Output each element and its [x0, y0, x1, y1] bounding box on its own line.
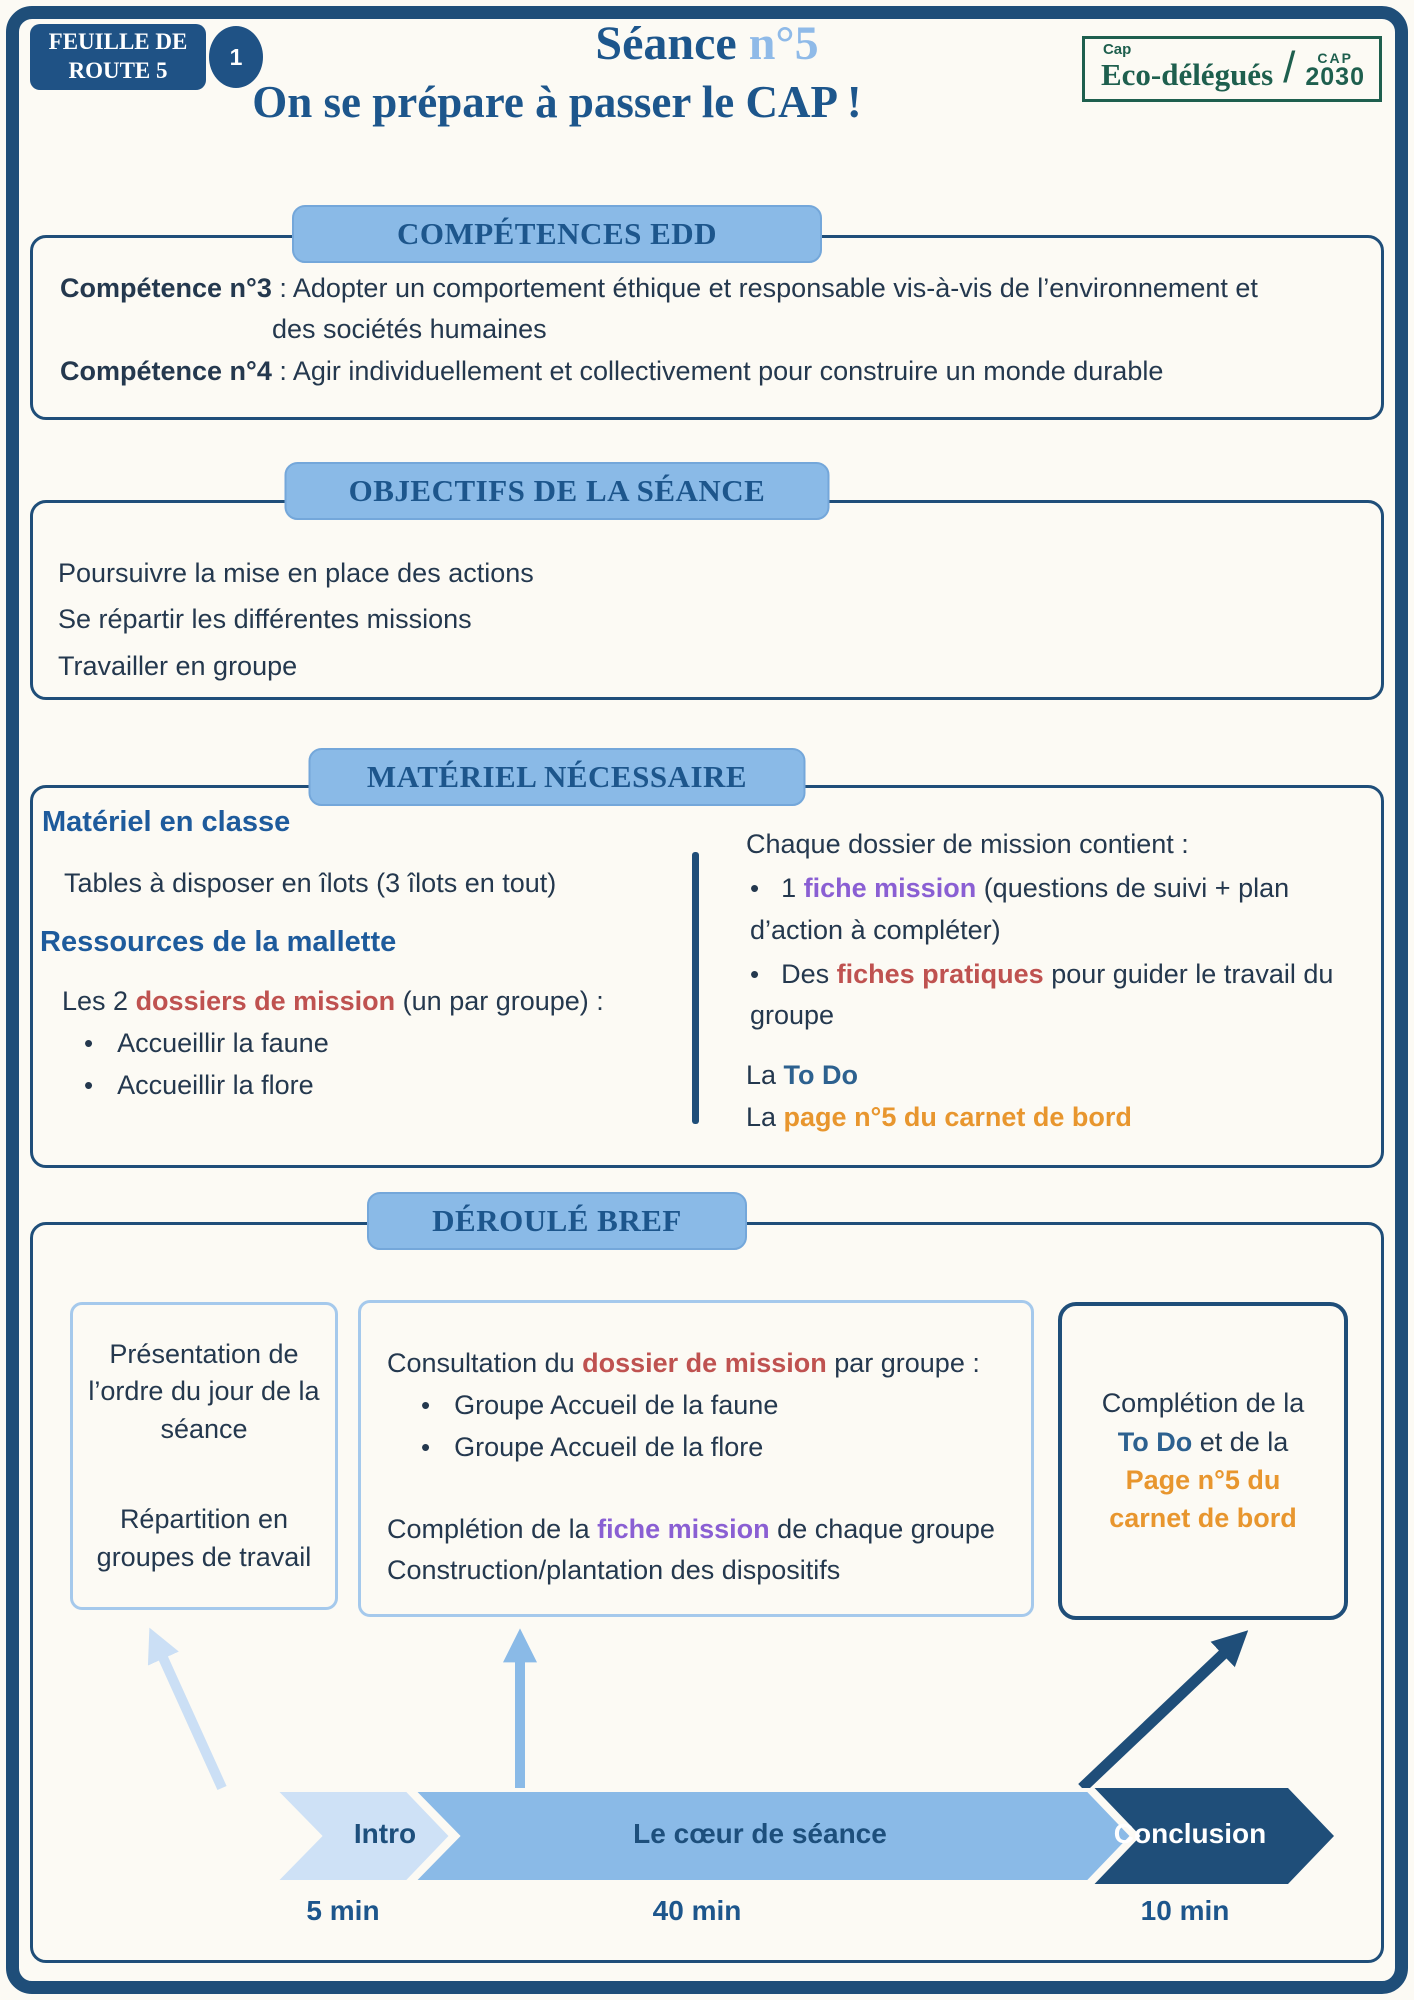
page5-highlight: page n°5 du carnet de bord — [783, 1102, 1132, 1133]
timeline-label-conclusion: Conclusion — [1113, 1818, 1267, 1849]
timeline-label-intro: Intro — [353, 1818, 417, 1849]
arrow-conclusion-to-card — [1082, 1640, 1238, 1788]
spacer — [746, 1037, 1362, 1055]
core-bullet-faune: • Groupe Accueil de la faune — [421, 1385, 1031, 1427]
step-number-circle — [209, 26, 263, 88]
page-title-text: Séance — [595, 17, 737, 70]
competence-4-label: Compétence n°4 — [60, 356, 272, 386]
core-bullet-flore: • Groupe Accueil de la flore — [421, 1427, 1031, 1469]
completion-after: de chaque groupe — [769, 1513, 995, 1544]
step-number: 1 — [229, 43, 243, 70]
page-subtitle: On se prépare à passer le CAP ! — [252, 77, 862, 127]
conclusion-todo-highlight: To Do — [1117, 1426, 1193, 1457]
page5-before: La — [746, 1102, 784, 1133]
logo-cap2030 — [1305, 51, 1365, 90]
materiel-item-tables: Tables à disposer en îlots (3 îlots en tout) — [64, 868, 557, 898]
section-header-objectifs: OBJECTIFS DE LA SÉANCE — [285, 462, 830, 520]
list-item-fiche-mission — [746, 868, 1346, 952]
card-intro-phase — [70, 1302, 338, 1610]
card-core-phase — [358, 1300, 1034, 1617]
fiches-pratiques-before: Des — [781, 958, 837, 989]
materiel-item-dossiers — [62, 986, 604, 1017]
materiel-bullet-faune: • Accueillir la faune — [84, 1028, 329, 1059]
duration-conclusion: 10 min — [1140, 1895, 1230, 1926]
section-header-competences: COMPÉTENCES EDD — [292, 205, 822, 263]
core-line-consultation — [387, 1343, 1031, 1385]
materiel-column-divider — [692, 852, 699, 1124]
competence-3-label: Compétence n°3 — [60, 273, 272, 303]
competence-3-wrap: des sociétés humaines — [272, 313, 547, 344]
competences-content — [60, 268, 1370, 392]
competence-3-text: : Adopter un comportement éthique et responsable vis-à-vis de l’environnement et — [271, 273, 1258, 303]
consultation-after: par groupe : — [826, 1348, 980, 1378]
materiel-right-column — [746, 824, 1362, 1139]
roadmap-badge — [30, 24, 206, 90]
spacer — [387, 1469, 1031, 1509]
fiche-mission-before: 1 — [781, 872, 804, 903]
conclusion-line4: carnet de bord — [1109, 1503, 1297, 1534]
logo-cap-small: Cap — [1102, 41, 1132, 58]
duration-intro: 5 min — [306, 1895, 380, 1926]
badge-line2: ROUTE 5 — [68, 58, 168, 83]
conclusion-line2-after: et de la — [1192, 1426, 1289, 1457]
core-line-construction: Construction/plantation des dispositifs — [387, 1555, 841, 1586]
core-bullets — [421, 1385, 1031, 1469]
logo-cap2030-top: CAP — [1317, 49, 1353, 66]
todo-before: La — [746, 1060, 784, 1091]
conclusion-line2 — [1118, 1423, 1289, 1461]
duration-coeur: 40 min — [652, 1895, 742, 1926]
consultation-highlight: dossier de mission — [582, 1348, 827, 1378]
logo-wordmark — [1100, 41, 1274, 93]
conclusion-line1: Complétion de la — [1101, 1388, 1305, 1419]
page-title-number: n°5 — [748, 17, 819, 70]
materiel-subhead-classe: Matériel en classe — [42, 806, 291, 838]
dossiers-before: Les 2 — [62, 986, 136, 1016]
logo-cap2030-bottom: 2030 — [1305, 62, 1365, 91]
timeline-connector-arrows — [0, 1600, 1414, 1800]
fiche-mission-after: (questions de suivi + plan d’action à compléter) — [750, 872, 1290, 945]
dossier-contenu-list — [746, 868, 1362, 1037]
dossier-contenu-intro: Chaque dossier de mission contient : — [746, 829, 1189, 859]
core-line-completion — [387, 1509, 1031, 1551]
timeline-label-coeur: Le cœur de séance — [633, 1818, 887, 1849]
materiel-page5-line — [746, 1097, 1362, 1139]
todo-highlight: To Do — [783, 1060, 859, 1091]
conclusion-line3: Page n°5 du — [1125, 1465, 1281, 1495]
competence-4-line — [60, 351, 1370, 392]
logo-name: Eco-délégués — [1100, 57, 1274, 92]
dossiers-highlight: dossiers de mission — [135, 986, 396, 1016]
dossiers-after: (un par groupe) : — [395, 986, 604, 1016]
arrow-intro-to-card — [155, 1640, 222, 1788]
section-header-materiel: MATÉRIEL NÉCESSAIRE — [309, 748, 806, 806]
cap-eco-delegues-logo — [1082, 36, 1382, 102]
completion-before: Complétion de la — [387, 1513, 598, 1544]
card-conclusion-phase — [1058, 1302, 1348, 1620]
completion-highlight: fiche mission — [597, 1513, 770, 1544]
competence-4-text: : Agir individuellement et collectivement pour construire un monde durable — [271, 356, 1164, 386]
materiel-bullet-flore: • Accueillir la flore — [84, 1070, 314, 1101]
section-header-deroule: DÉROULÉ BREF — [367, 1192, 747, 1250]
card-intro-para1: Présentation de l’ordre du jour de la séance — [88, 1338, 320, 1445]
materiel-todo-line — [746, 1055, 1362, 1097]
objectif-line: Travailler en groupe — [58, 650, 298, 681]
fiche-mission-highlight: fiche mission — [803, 872, 977, 903]
list-item-fiches-pratiques — [746, 954, 1346, 1038]
competence-3-line — [60, 268, 1370, 309]
consultation-before: Consultation du — [387, 1348, 583, 1378]
badge-line1: FEUILLE DE — [48, 29, 188, 55]
objectif-line: Poursuivre la mise en place des actions — [58, 558, 534, 588]
fiches-pratiques-after: pour guider le travail du groupe — [750, 958, 1334, 1031]
logo-slash: / — [1283, 43, 1296, 92]
card-intro-para2: Répartition en groupes de travail — [96, 1503, 312, 1572]
objectifs-content — [58, 550, 534, 689]
fiches-pratiques-highlight: fiches pratiques — [836, 958, 1044, 989]
objectif-line: Se répartir les différentes missions — [58, 604, 472, 635]
materiel-subhead-mallette: Ressources de la mallette — [40, 926, 397, 958]
